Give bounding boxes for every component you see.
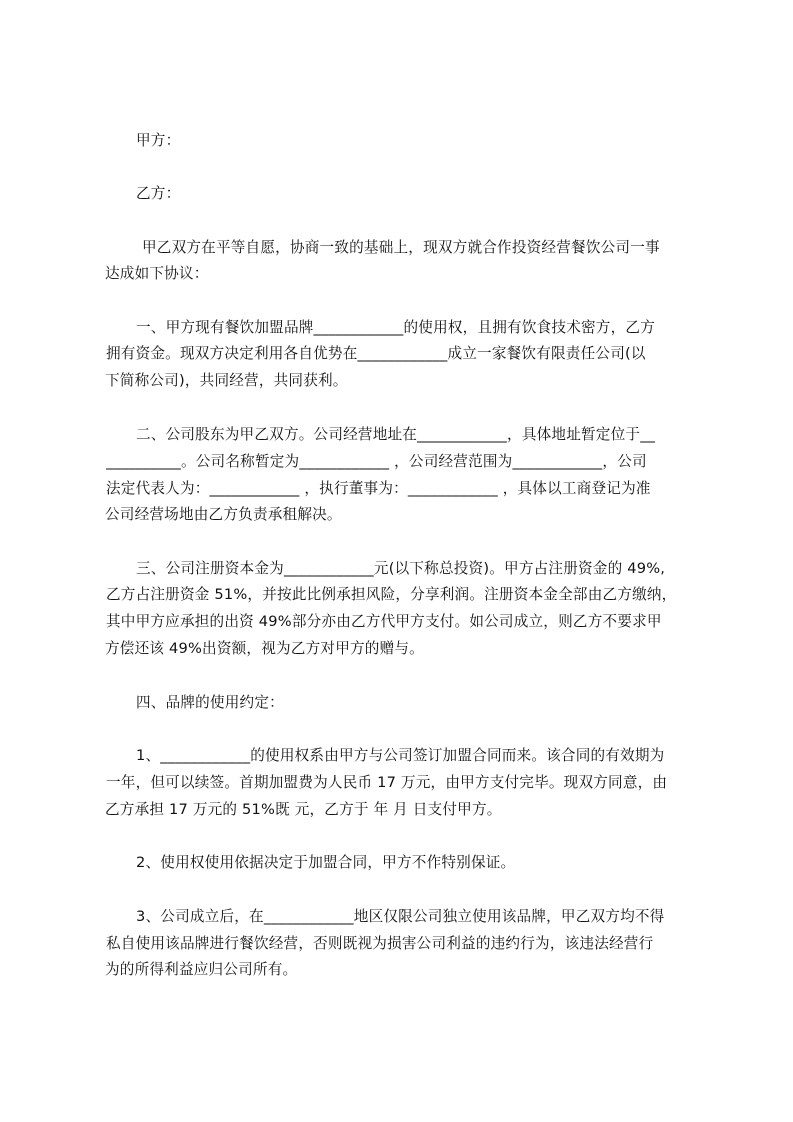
clause3-line-2: 乙方占注册资金 51%，并按此比例承担风险，分享利润。注册资本金全部由乙方缴纳， [106, 586, 677, 603]
clause4-1-line-2: 一年，但可以续签。首期加盟费为人民币 17 万元，由甲方支付完毕。现双方同意，由 [106, 774, 668, 791]
clause1-line-2: 拥有资金。现双方决定利用各自优势在____________成立一家餐饮有限责任公司(以 [106, 345, 646, 362]
intro-line-1: 甲乙双方在平等自愿，协商一致的基础上，现双方就合作投资经营餐饮公司一事 [142, 239, 660, 256]
party-b-label: 乙方： [136, 185, 181, 202]
clause4-3-line-3: 为的所得利益应归公司所有。 [105, 961, 298, 978]
clause4-1-line-1: 1、____________的使用权系由甲方与公司签订加盟合同而来。该合同的有效期为 [136, 747, 665, 764]
clause4-3-line-2: 私自使用该品牌进行餐饮经营，否则既视为损害公司利益的违约行为，该违法经营行 [106, 935, 654, 952]
clause1-line-3: 下简称公司)，共同经营，共同获利。 [105, 372, 348, 389]
clause4-title: 四、品牌的使用约定： [136, 694, 284, 711]
clause2-line-4: 公司经营场地由乙方负责承租解决。 [105, 506, 342, 523]
clause1-line-1: 一、甲方现有餐饮加盟品牌____________的使用权，且拥有饮食技术密方，乙方 [136, 319, 655, 336]
intro-line-2: 达成如下协议： [105, 265, 209, 282]
clause3-line-3: 其中甲方应承担的出资 49%部分亦由乙方代甲方支付。如公司成立，则乙方不要求甲 [106, 613, 662, 630]
party-a-label: 甲方： [136, 132, 181, 149]
clause4-3-line-1: 3、公司成立后，在____________地区仅限公司独立使用该品牌，甲乙双方均不得 [136, 908, 665, 925]
clause2-line-2: __________。公司名称暂定为____________ ，公司经营范围为____________，公司 [106, 453, 647, 470]
clause4-1-line-3: 乙方承担 17 万元的 51%既 元，乙方于 年 月 日支付甲方。 [105, 801, 502, 818]
clause3-line-4: 方偿还该 49%出资额，视为乙方对甲方的赠与。 [105, 640, 424, 657]
clause3-line-1: 三、公司注册资本金为____________元(以下称总投资)。甲方占注册资金的 49%, [136, 560, 666, 577]
clause2-line-3: 法定代表人为：____________ ，执行董事为：____________ ，具体以工商登记为准 [106, 480, 651, 497]
clause2-line-1: 二、公司股东为甲乙双方。公司经营地址在____________，具体地址暂定位于__ [136, 426, 656, 443]
clause4-2: 2、使用权使用依据决定于加盟合同，甲方不作特别保证。 [136, 854, 516, 871]
